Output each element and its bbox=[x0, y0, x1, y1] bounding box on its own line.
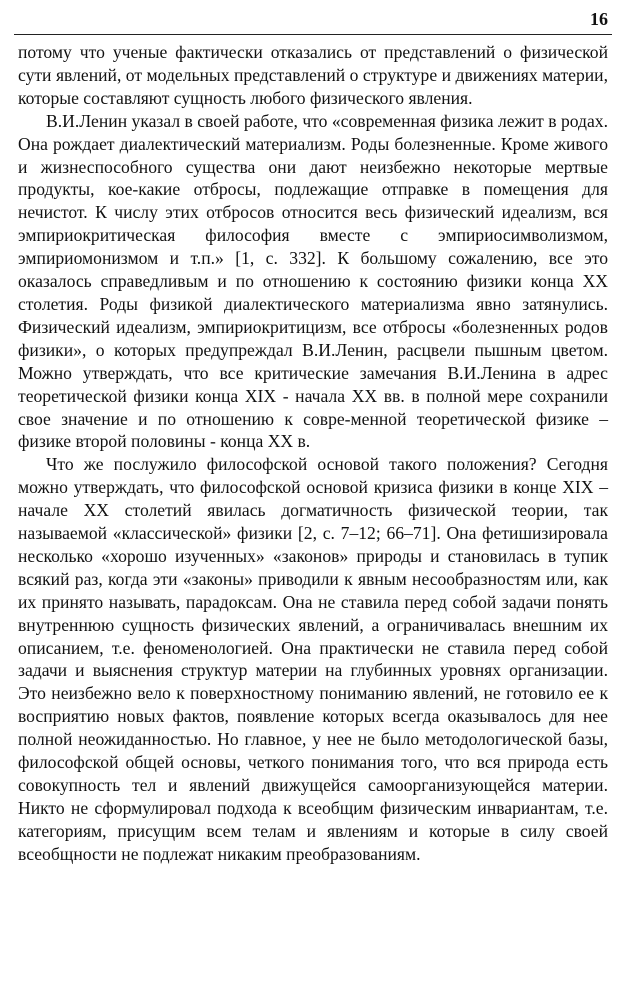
page-number: 16 bbox=[590, 9, 608, 29]
paragraph-lenin-quote: В.И.Ленин указал в своей работе, что «современная физика лежит в родах. Она рождает диалектический материализм. Роды болезненные. Кроме живого и жизнеспособного существа они дают неизбежно некоторые мертвые продукты, кое-какие отбросы, подлежащие отправке в помещения для нечистот. К числу этих отбросов относится весь физический идеализм, вся эмпириокритическая философия вместе с эмпириосимволизмом, эмпириомонизмом и т.п.» [1, с. 332]. К большому сожалению, все это оказалось справедливым и по отношению к состоянию физики конца XX столетия. Роды физикой диалектического материализма явно затянулись. Физический идеализм, эмпириокритицизм, все отбросы «болезненных родов физики», о которых предупреждал В.И.Ленин, расцвели пышным цветом. Можно утверждать, что все критические замечания В.И.Ленина в адрес теоретической физики конца XIX - начала XX вв. в полной мере сохранили свое значение и по отношению к совре-менной теоретической физике – физике второй половины - конца XX в. bbox=[18, 110, 608, 452]
paragraph-philosophical-basis: Что же послужило философской основой такого положения? Сегодня можно утверждать, что философской основой кризиса физики в конце XIX – начале XX столетий явилась догматичность физической теории, так называемой «классической» физики [2, с. 7–12; 66–71]. Она фетишизировала несколько «хорошо изученных» «законов» природы и становилась в тупик всякий раз, когда эти «законы» приводили к явным несообразностям или, как их принято называть, парадоксам. Она не ставила перед собой задачи понять внутреннюю сущность физических явлений, а ограничивалась внешним их описанием, т.е. феноменологией. Она практически не ставила перед собой задачи и выяснения структур материи на глубинных уровнях организации. Это неизбежно вело к поверхностному пониманию явлений, не готовило ее к восприятию новых фактов, появление которых всегда оказывалось для нее полной неожиданностью. Но главное, у нее не было методологической базы, философской общей основы, четкого понимания того, что вся природа есть совокупность тел и явлений движущейся самоорганизующейся материи. Никто не сформулировал подхода к всеобщим физическим инвариантам, т.е. категориям, присущим всем телам и явлениям и которые в силу своей всеобщности не подлежат никаким преобразованиям. bbox=[18, 454, 608, 864]
header-rule bbox=[14, 34, 612, 35]
body-text bbox=[18, 41, 608, 866]
paragraph-continuation: потому что ученые фактически отказались от представлений о физической сути явлений, от модельных представлений о структуре и движениях материи, которые составляют сущность любого физического явления. bbox=[18, 42, 608, 108]
